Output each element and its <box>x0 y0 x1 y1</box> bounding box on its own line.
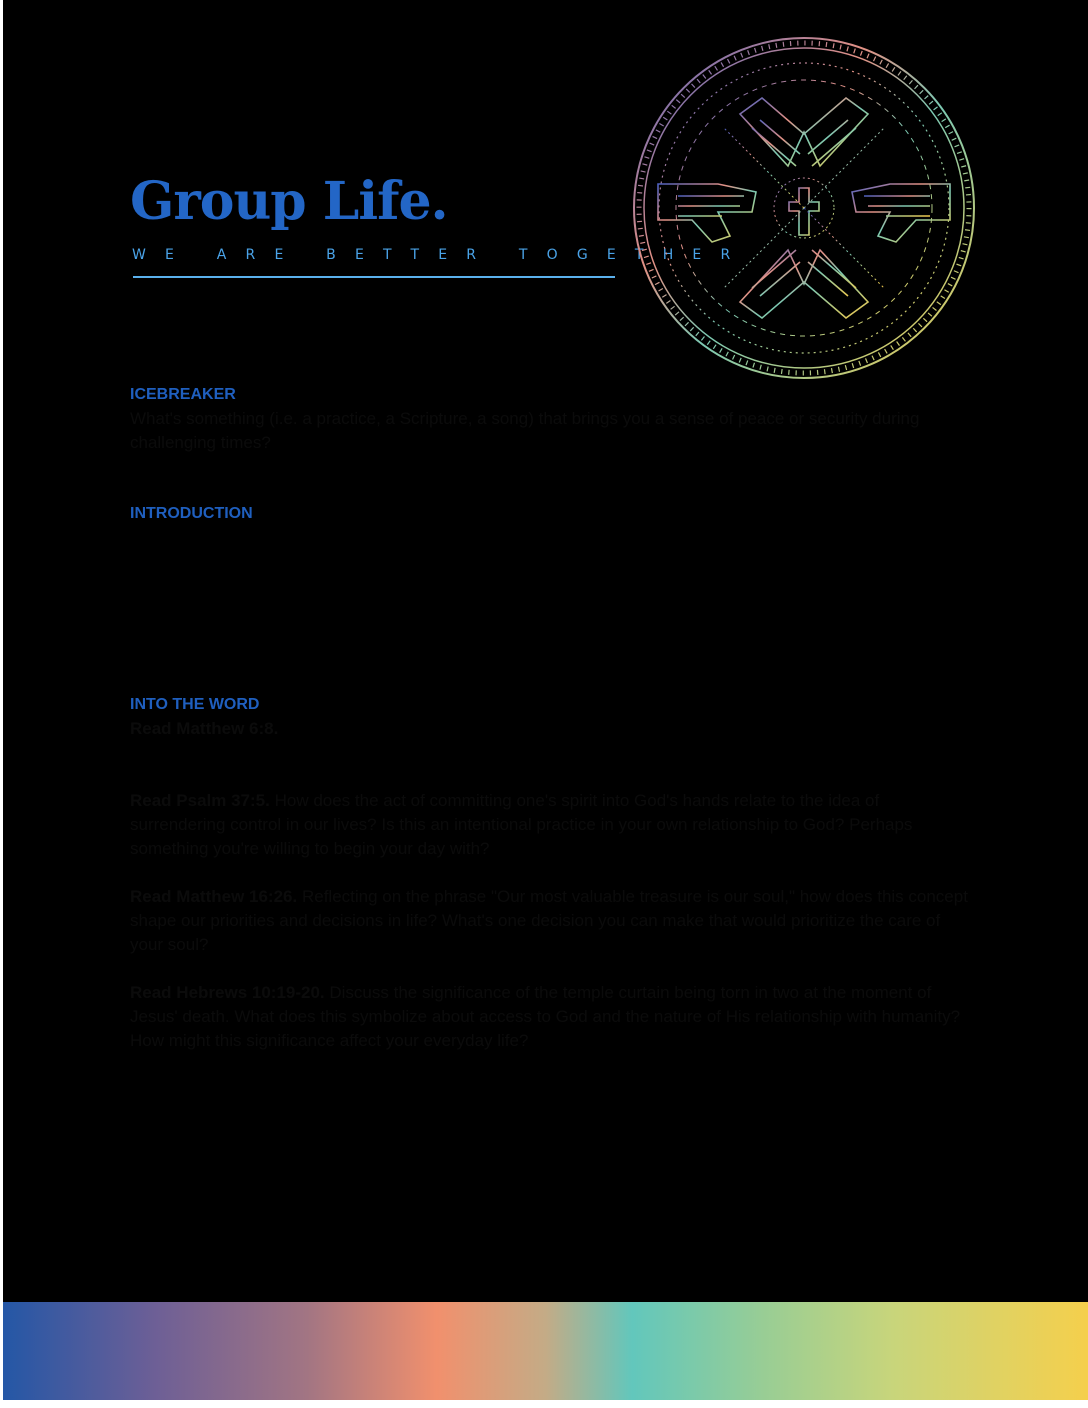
question-3-ref: Read Hebrews 10:19-20. <box>130 983 325 1002</box>
icebreaker-heading: ICEBREAKER <box>130 386 236 403</box>
question-1-ref: Read Psalm 37:5. <box>130 791 270 810</box>
question-2 <box>130 885 970 957</box>
brand-title: Group Life. <box>130 171 448 232</box>
introduction-heading: INTRODUCTION <box>130 505 253 522</box>
question-2-ref: Read Matthew 16:26. <box>130 887 298 906</box>
into-the-word-heading: INTO THE WORD <box>130 696 260 713</box>
question-2-text: Reflecting on the phrase "Our most valuable treasure is our soul," how does this concept shape our priorities and decisions in life? What's one decision you can make that would prioritize the care of your soul? <box>130 887 968 954</box>
icebreaker-text: What's something (i.e. a practice, a Scripture, a song) that brings you a sense of peace or security during challenging times? <box>130 409 920 452</box>
brand-tagline: WE ARE BETTER TOGETHER <box>132 247 750 263</box>
read-matthew-6-8 <box>130 717 970 741</box>
tagline-underline <box>133 276 615 278</box>
scripture-ref: Read Matthew 6:8. <box>130 719 279 738</box>
footer-gradient-bar <box>3 1302 1088 1400</box>
question-1-text: How does the act of committing one's spirit into God's hands relate to the idea of surrendering control in our lives? Is this an intentional practice in your own relationship to God? Perhaps something you're willing to begin your day with? <box>130 791 913 858</box>
question-3 <box>130 981 970 1053</box>
document-page <box>3 0 1088 1400</box>
cross-hands-emblem-icon <box>628 32 980 384</box>
question-3-text: Discuss the significance of the temple curtain being torn in two at the moment of Jesus' death. What does this symbolize about access to God and the nature of His relationship with humanity? How might this significance affect your everyday life? <box>130 983 961 1050</box>
question-1 <box>130 789 970 861</box>
